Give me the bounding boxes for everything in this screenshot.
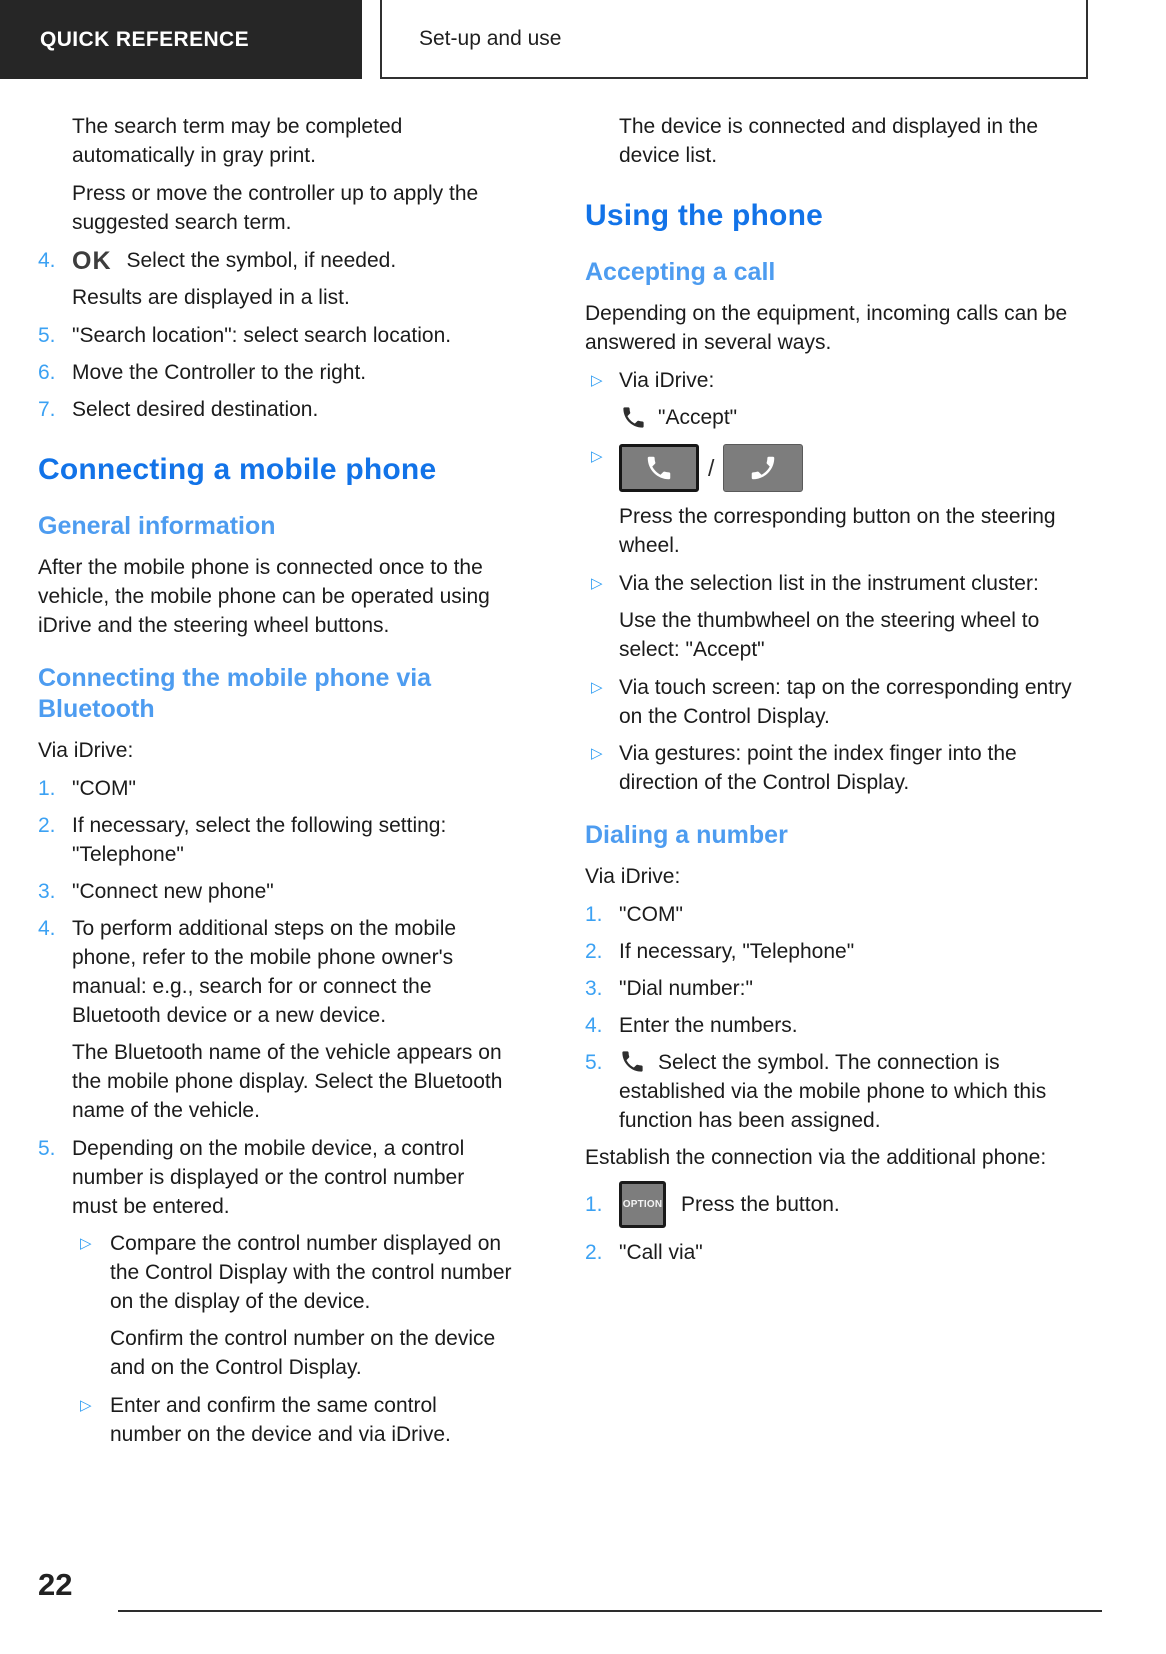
- bullet-via-idrive: [585, 366, 1090, 395]
- list-number: 4.: [38, 917, 56, 940]
- triangle-bullet-icon: ▷: [80, 1235, 92, 1252]
- heading-connecting-via-bluetooth: Connecting the mobile phone via Bluetooth: [38, 664, 432, 723]
- triangle-bullet-icon: ▷: [591, 679, 603, 696]
- option-button-key: [619, 1181, 666, 1228]
- list-item-enter-numbers: [585, 1011, 1090, 1040]
- list-item-com: [585, 900, 1090, 929]
- list-number: 4.: [585, 1014, 603, 1037]
- paragraph-establish-connection: Establish the connection via the additional phone:: [585, 1146, 1047, 1169]
- list-item-text: Select the symbol. The connection is established via the mobile phone to which this function has been assigned.: [619, 1051, 1047, 1132]
- chapter-label: Set-up and use: [419, 26, 562, 50]
- list-item-text: Press the button.: [681, 1193, 840, 1216]
- paragraph-thumbwheel: Use the thumbwheel on the steering wheel to select: "Accept": [619, 609, 1040, 661]
- list-item-text: "Connect new phone": [72, 880, 274, 903]
- list-item-dial-number: [585, 974, 1090, 1003]
- bullet-touch-screen: [585, 673, 1090, 731]
- list-item-text: "COM": [619, 903, 683, 926]
- paragraph-press-controller: Press or move the controller up to apply the suggested search term.: [72, 182, 479, 234]
- bullet-gestures: [585, 739, 1090, 797]
- triangle-bullet-icon: ▷: [591, 448, 603, 465]
- list-number: 2.: [38, 814, 56, 837]
- heading-dialing-a-number: Dialing a number: [585, 821, 788, 849]
- bullet-text: Via gestures: point the index finger into the direction of the Control Display.: [619, 742, 1017, 794]
- sub-bullet-text: Compare the control number displayed on the Control Display with the control number on the display of the device.: [110, 1232, 512, 1313]
- section-tab: [0, 0, 362, 79]
- list-item-call-via: [585, 1238, 1090, 1267]
- list-item-connect-new-phone: [38, 877, 512, 906]
- heading-connecting-a-mobile-phone: Connecting a mobile phone: [38, 453, 437, 486]
- accept-label: "Accept": [658, 406, 738, 429]
- list-item-text: "Dial number:": [619, 977, 753, 1000]
- paragraph-confirm-control-number: Confirm the control number on the device and on the Control Display.: [110, 1327, 496, 1379]
- bullet-selection-list: [585, 569, 1090, 598]
- list-number: 2.: [585, 1241, 603, 1264]
- list-item-text: Enter the numbers.: [619, 1014, 798, 1037]
- bullet-text: Via iDrive:: [619, 369, 715, 392]
- option-key-label: OPTION: [622, 1199, 663, 1210]
- section-label: QUICK REFERENCE: [40, 27, 250, 51]
- list-item-telephone: [585, 937, 1090, 966]
- paragraph-accepting-intro: Depending on the equipment, incoming calls can be answered in several ways.: [585, 302, 1068, 354]
- list-number: 5.: [38, 1137, 56, 1160]
- list-item-select-symbol-connection: [585, 1048, 1090, 1135]
- heading-general-information: General information: [38, 512, 276, 540]
- footer-rule: [118, 1610, 1102, 1612]
- list-number: 3.: [38, 880, 56, 903]
- steering-wheel-decline-button: [723, 444, 803, 492]
- phone-accept-icon: [644, 453, 674, 483]
- heading-accepting-a-call: Accepting a call: [585, 258, 776, 286]
- paragraph-device-connected: The device is connected and displayed in the device list.: [619, 115, 1039, 167]
- page-number: 22: [38, 1567, 73, 1602]
- heading-using-the-phone: Using the phone: [585, 199, 823, 232]
- list-item-text: Depending on the mobile device, a control number is displayed or the control number must be entered.: [72, 1137, 465, 1218]
- list-item-text: Select the symbol, if needed.: [126, 249, 397, 272]
- list-item-text: "Search location": select search location.: [72, 324, 452, 347]
- paragraph-press-steering-button: Press the corresponding button on the steering wheel.: [619, 505, 1056, 557]
- accept-symbol-line: [620, 403, 1090, 432]
- triangle-bullet-icon: ▷: [80, 1397, 92, 1414]
- sub-bullet-text: Enter and confirm the same control number on the device and via iDrive.: [110, 1394, 451, 1446]
- phone-handset-icon: [619, 1048, 646, 1075]
- list-item-telephone-setting: [38, 811, 512, 869]
- list-item-text: To perform additional steps on the mobile phone, refer to the mobile phone owner's manual: e.g., search for or connect the Bluetooth device or a new device.: [72, 917, 457, 1027]
- steering-wheel-accept-button: [619, 444, 699, 492]
- phone-handset-icon: [620, 404, 647, 431]
- sub-bullet-enter-confirm: [80, 1391, 512, 1449]
- list-item-text: If necessary, select the following setting: "Telephone": [72, 814, 447, 866]
- list-item-com: [38, 774, 512, 803]
- list-item-select-symbol: [38, 246, 512, 275]
- list-item-text: If necessary, "Telephone": [619, 940, 855, 963]
- paragraph-bluetooth-name: The Bluetooth name of the vehicle appears on the mobile phone display. Select the Bluetooth name of the vehicle.: [72, 1041, 503, 1122]
- list-number: 1.: [38, 777, 56, 800]
- left-column: [38, 112, 512, 1457]
- bullet-steering-wheel-buttons: [585, 442, 1090, 494]
- list-item-control-number: [38, 1134, 512, 1221]
- phone-decline-icon: [748, 453, 778, 483]
- paragraph-via-idrive: Via iDrive:: [38, 739, 134, 762]
- right-column: [585, 112, 1090, 1457]
- list-number: 2.: [585, 940, 603, 963]
- list-item-additional-steps: [38, 914, 512, 1030]
- list-number: 3.: [585, 977, 603, 1000]
- list-number: 6.: [38, 361, 56, 384]
- list-number: 5.: [38, 324, 56, 347]
- paragraph-general-information: After the mobile phone is connected once to the vehicle, the mobile phone can be operated using iDrive and the steering wheel buttons.: [38, 556, 490, 637]
- bullet-text: Via the selection list in the instrument cluster:: [619, 572, 1039, 595]
- chapter-box: [380, 0, 1088, 79]
- list-item-move-controller: [38, 358, 512, 387]
- page-content: [38, 112, 1090, 1457]
- list-item-text: "Call via": [619, 1241, 703, 1264]
- slash-separator: /: [708, 454, 715, 481]
- bullet-text: Via touch screen: tap on the corresponding entry on the Control Display.: [619, 676, 1072, 728]
- triangle-bullet-icon: ▷: [591, 575, 603, 592]
- list-item-press-option: [585, 1181, 1090, 1228]
- list-number: 5.: [585, 1051, 603, 1074]
- list-item-select-destination: [38, 395, 512, 424]
- triangle-bullet-icon: ▷: [591, 745, 603, 762]
- paragraph-via-idrive: Via iDrive:: [585, 865, 681, 888]
- list-item-search-location: [38, 321, 512, 350]
- list-number: 1.: [585, 1193, 603, 1216]
- list-number: 4.: [38, 249, 56, 272]
- list-number: 1.: [585, 903, 603, 926]
- triangle-bullet-icon: ▷: [591, 372, 603, 389]
- list-item-text: Move the Controller to the right.: [72, 361, 367, 384]
- paragraph-results: Results are displayed in a list.: [72, 286, 350, 309]
- list-item-text: Select desired destination.: [72, 398, 319, 421]
- list-number: 7.: [38, 398, 56, 421]
- paragraph-search-term: The search term may be completed automatically in gray print.: [72, 115, 403, 167]
- ok-symbol-icon: OK: [72, 247, 112, 275]
- sub-bullet-compare: [80, 1229, 512, 1316]
- list-item-text: "COM": [72, 777, 136, 800]
